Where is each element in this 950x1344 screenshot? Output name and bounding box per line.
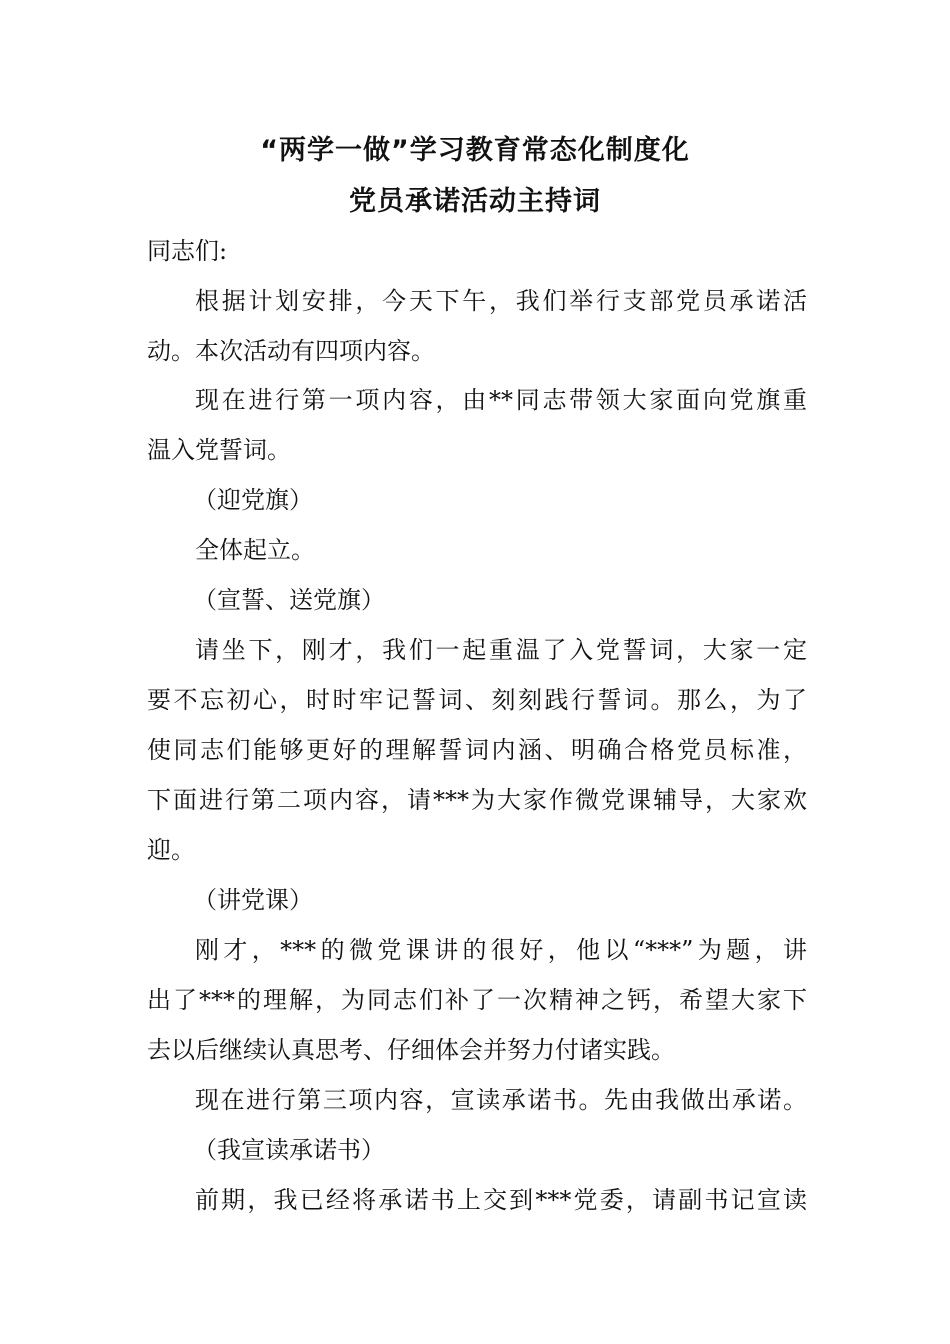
salutation: 同志们:: [147, 237, 228, 265]
paragraph-line: 去以后继续认真思考、仔细体会并努力付诸实践。: [147, 1036, 675, 1064]
paragraph-line: 根据计划安排，今天下午，我们举行支部党员承诺活: [195, 287, 807, 315]
paragraph-line: 现在进行第一项内容，由**同志带领大家面向党旗重: [195, 386, 807, 414]
paragraph-line: 前期，我已经将承诺书上交到***党委，请副书记宣读: [195, 1186, 807, 1214]
paragraph-line: 温入党誓词。: [147, 436, 291, 464]
paragraph-line: 刚才，***的微党课讲的很好，他以“***”为题，讲: [195, 936, 807, 964]
paragraph-line: 动。本次活动有四项内容。: [147, 337, 435, 365]
stage-direction: （迎党旗）: [193, 486, 313, 514]
paragraph-line: 全体起立。: [195, 536, 315, 564]
stage-direction: （宣誓、送党旗）: [193, 586, 385, 614]
stage-direction: （我宣读承诺书）: [193, 1136, 385, 1164]
stage-direction: （讲党课）: [193, 886, 313, 914]
paragraph-line: 请坐下，刚才，我们一起重温了入党誓词，大家一定: [195, 636, 807, 664]
paragraph-line: 要不忘初心，时时牢记誓词、刻刻践行誓词。那么，为了: [147, 686, 807, 714]
document-title-line-1: “两学一做”学习教育常态化制度化: [260, 135, 690, 166]
paragraph-line: 现在进行第三项内容，宣读承诺书。先由我做出承诺。: [195, 1086, 807, 1114]
paragraph-line: 迎。: [147, 836, 195, 864]
paragraph-line: 下面进行第二项内容，请***为大家作微党课辅导，大家欢: [147, 786, 807, 814]
paragraph-line: 出了***的理解，为同志们补了一次精神之钙，希望大家下: [147, 986, 807, 1014]
paragraph-line: 使同志们能够更好的理解誓词内涵、明确合格党员标准，: [147, 736, 807, 764]
document-title-line-2: 党员承诺活动主持词: [349, 186, 601, 217]
